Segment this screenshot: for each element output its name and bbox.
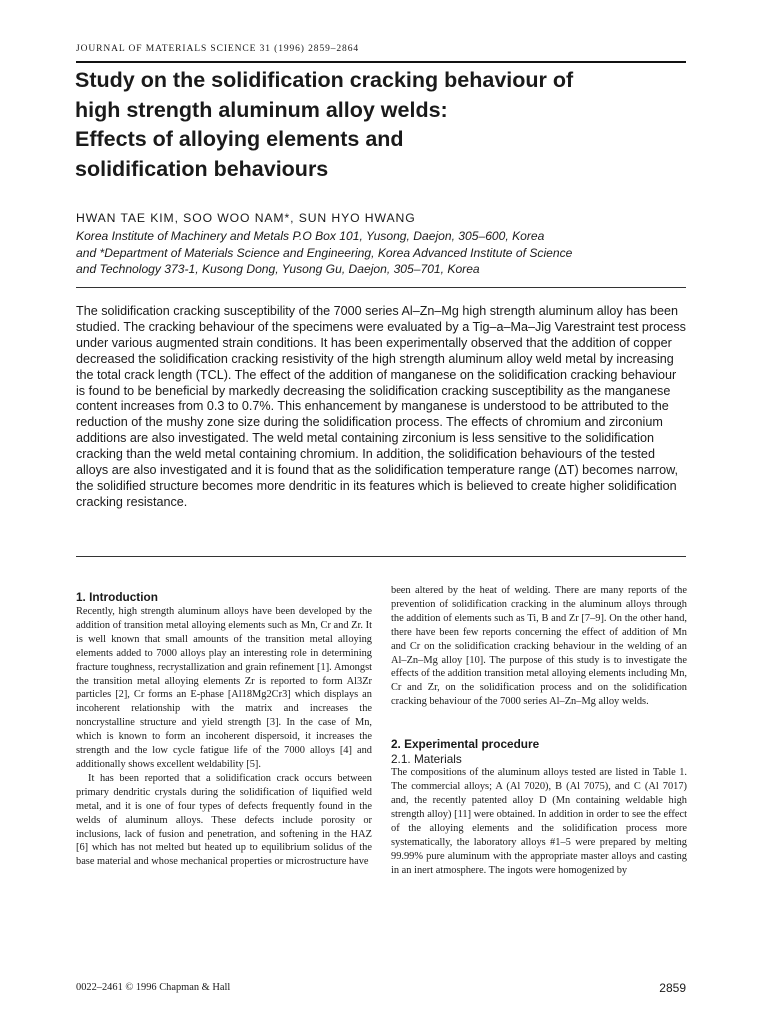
journal-header: JOURNAL OF MATERIALS SCIENCE 31 (1996) 2859–2864 [76, 44, 359, 54]
title-line: Study on the solidification cracking behaviour of [75, 68, 574, 92]
header-rule [76, 61, 686, 63]
left-column [76, 590, 372, 869]
section-gap [391, 709, 687, 737]
copyright-footer: 0022–2461 © 1996 Chapman & Hall [76, 982, 231, 993]
article-title [75, 66, 690, 184]
section-heading: 2. Experimental procedure [391, 737, 540, 752]
abstract-bottom-rule [76, 556, 686, 557]
title-line: solidification behaviours [75, 156, 329, 181]
right-column [391, 584, 687, 877]
title-line: Effects of alloying elements and [75, 127, 404, 151]
affiliation-line: and *Department of Materials Science and Engineering, Korea Advanced Institute of Science [76, 245, 573, 260]
page-number: 2859 [659, 981, 686, 995]
section-heading: 1. Introduction [76, 590, 158, 604]
author-list: HWAN TAE KIM, SOO WOO NAM*, SUN HYO HWANG [76, 211, 416, 225]
subsection-heading: 2.1. Materials [391, 752, 462, 767]
paragraph: Recently, high strength aluminum alloys have been developed by the addition of transition metal alloying elements such as Mn, Cr and Zr. It is well known that small amounts of the transition metal alloying elements added to 7000 alloys play an interesting role in determining fracture toughness, recrystallization and grain refinement [1]. Amongst the transition metal alloying elements Zr is reported to form Al3Zr particles [2], Cr forms an E-phase [Al18Mg2Cr3] which displays an incoherent relationship with the matrix and increases the noncrystalline structure and yield strength [3]. In the case of Mn, which is known to form an incoherent dispersoid, it increases the strength and the low cycle fatigue life of the 7000 alloys [4] and additionally shows excellent weldability [5]. [76, 606, 372, 770]
affiliation-line: Korea Institute of Machinery and Metals P.O Box 101, Yusong, Daejon, 305–600, Korea [76, 229, 545, 243]
title-line: high strength aluminum alloy welds: [75, 97, 448, 122]
paragraph: It has been reported that a solidification crack occurs between primary dendritic crystals during the solidification of liquified weld metal, and it is one of four types of defects frequently found in the welds of aluminum alloys. These defects include porosity or inclusions, lack of fusion and penetration, and softening in the HAZ [6] which has not melted but heated up to equilibrium solidus of the base material and whose mechanical properties or microstructure have [76, 772, 372, 868]
abstract: The solidification cracking susceptibility of the 7000 series Al–Zn–Mg high strength aluminum alloy has been studied. The cracking behaviour of the specimens were evaluated by a Tig–a–Ma–Jig Varestraint test process under various augmented strain conditions. It has been experimentally observed that the addition of copper decreased the solidification cracking resistivity of the high strength aluminum alloy weld metal by increasing the total crack length (TCL). The effect of the addition of manganese on the solidification cracking behaviour is found to be beneficial by markedly decreasing the solidification cracking susceptibility as the manganese content increases from 0.3 to 0.7%. This enhancement by manganese is understood to be attributed to the reduction of the mushy zone size during the solidification process. The effects of chromium and zirconium additions are also investigated. The weld metal containing zirconium is less sensitive to the solidification cracking than the weld metal containing chromium. In addition, the solidification behaviours of the tested alloys are also investigated and it is found that as the solidification temperature range (ΔT) becomes narrow, the solidified structure becomes more dendritic in its features which is believed to create higher solidification cracking resistance. [76, 304, 686, 509]
affiliation [76, 228, 686, 278]
paragraph: The compositions of the aluminum alloys tested are listed in Table 1. The commercial alloys; A (Al 7020), B (Al 7075), and C (Al 7017) and, the recently patented alloy D (Mn containing weldable high strength alloy) [11] were obtained. In addition in order to see the effect of the alloying elements and the solidification process more systematically, the laboratory alloys #1–5 were prepared by melting 99.99% pure aluminum with the appropriate master alloys and casting in an inert atmosphere. The ingots were homogenized by [391, 767, 687, 876]
abstract-top-rule [76, 287, 686, 288]
affiliation-line: and Technology 373-1, Kusong Dong, Yusong Gu, Daejon, 305–701, Korea [76, 262, 480, 276]
paragraph: been altered by the heat of welding. There are many reports of the prevention of solidification cracking in the aluminum alloys through the addition of elements such as Ti, B and Zr [7–9]. On the other hand, there have been few reports concerning the effect of addition of Mn and Cr on the solidification cracking behaviour in the welding of an Al–Zn–Mg alloy [10]. The purpose of this study is to investigate the effects of the addition transition metal alloying elements including Mn, Cr and Zr, on the solidification process and on the solidification cracking behaviour of the 7000 series Al–Zn–Mg alloy welds. [391, 585, 687, 708]
